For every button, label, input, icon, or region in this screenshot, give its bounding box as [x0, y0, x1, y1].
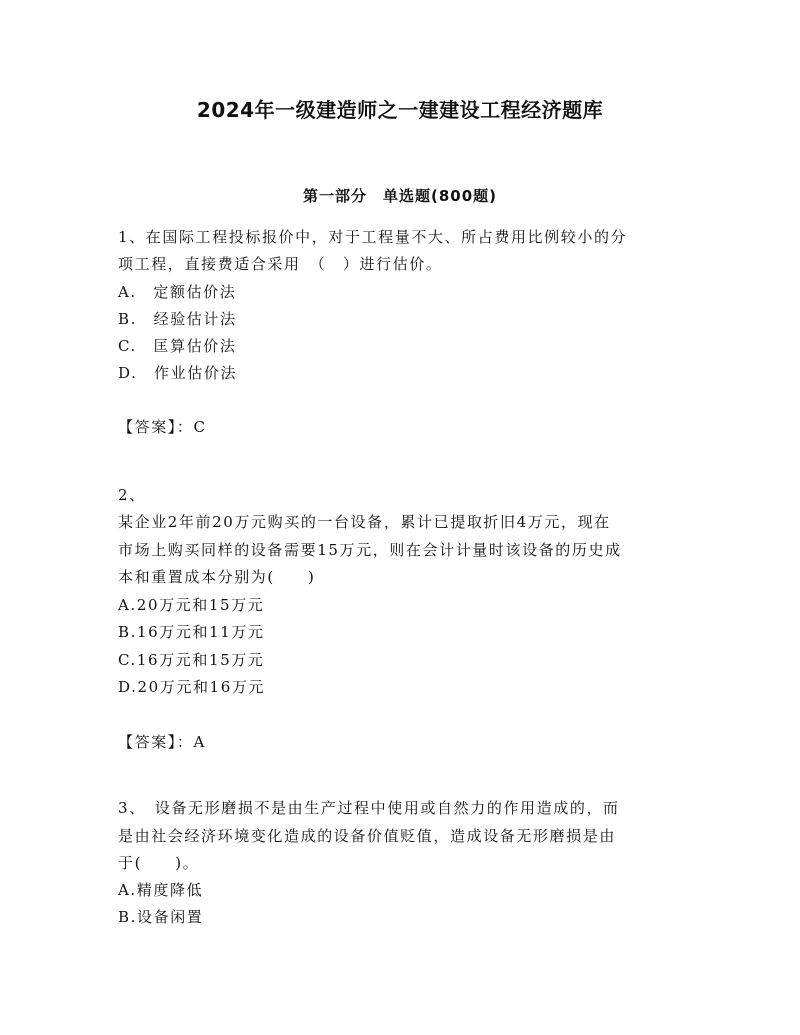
- question-2-stem-line-3: 本和重置成本分别为( ): [118, 568, 316, 586]
- question-2-option-b: B.16万元和11万元: [118, 623, 265, 641]
- question-2-option-c: C.16万元和15万元: [118, 651, 265, 669]
- question-1-option-b: B. 经验估计法: [118, 310, 237, 328]
- question-3-stem-line-3: 于( )。: [118, 854, 200, 872]
- question-3-option-b: B.设备闲置: [118, 908, 204, 926]
- question-2-number: 2、: [118, 486, 146, 504]
- question-1-stem-line-2: 项工程，直接费适合采用 （ ）进行估价。: [118, 255, 443, 273]
- document-title: 2024年一级建造师之一建建设工程经济题库: [196, 98, 604, 122]
- question-2-stem-line-2: 市场上购买同样的设备需要15万元，则在会计计量时该设备的历史成: [118, 541, 622, 559]
- question-1-option-c: C. 匡算估价法: [118, 337, 237, 355]
- question-2-answer: 【答案】：A: [118, 733, 206, 751]
- question-2-option-a: A.20万元和15万元: [118, 596, 265, 614]
- section-heading: 第一部分 单选题(800题): [302, 187, 498, 205]
- question-1-option-d: D. 作业估价法: [118, 364, 238, 382]
- question-1-option-a: A. 定额估价法: [118, 283, 237, 301]
- question-2-stem-line-1: 某企业2年前20万元购买的一台设备，累计已提取折旧4万元，现在: [118, 513, 611, 531]
- question-1-stem-line-1: 1、在国际工程投标报价中，对于工程量不大、所占费用比例较小的分: [118, 228, 628, 246]
- question-1-answer: 【答案】：C: [118, 418, 207, 436]
- question-3-option-a: A.精度降低: [118, 881, 204, 899]
- question-3-stem-line-2: 是由社会经济环境变化造成的设备价值贬值，造成设备无形磨损是由: [118, 827, 617, 845]
- question-3-stem-line-1: 3、 设备无形磨损不是由生产过程中使用或自然力的作用造成的，而: [118, 799, 620, 817]
- question-2-option-d: D.20万元和16万元: [118, 678, 266, 696]
